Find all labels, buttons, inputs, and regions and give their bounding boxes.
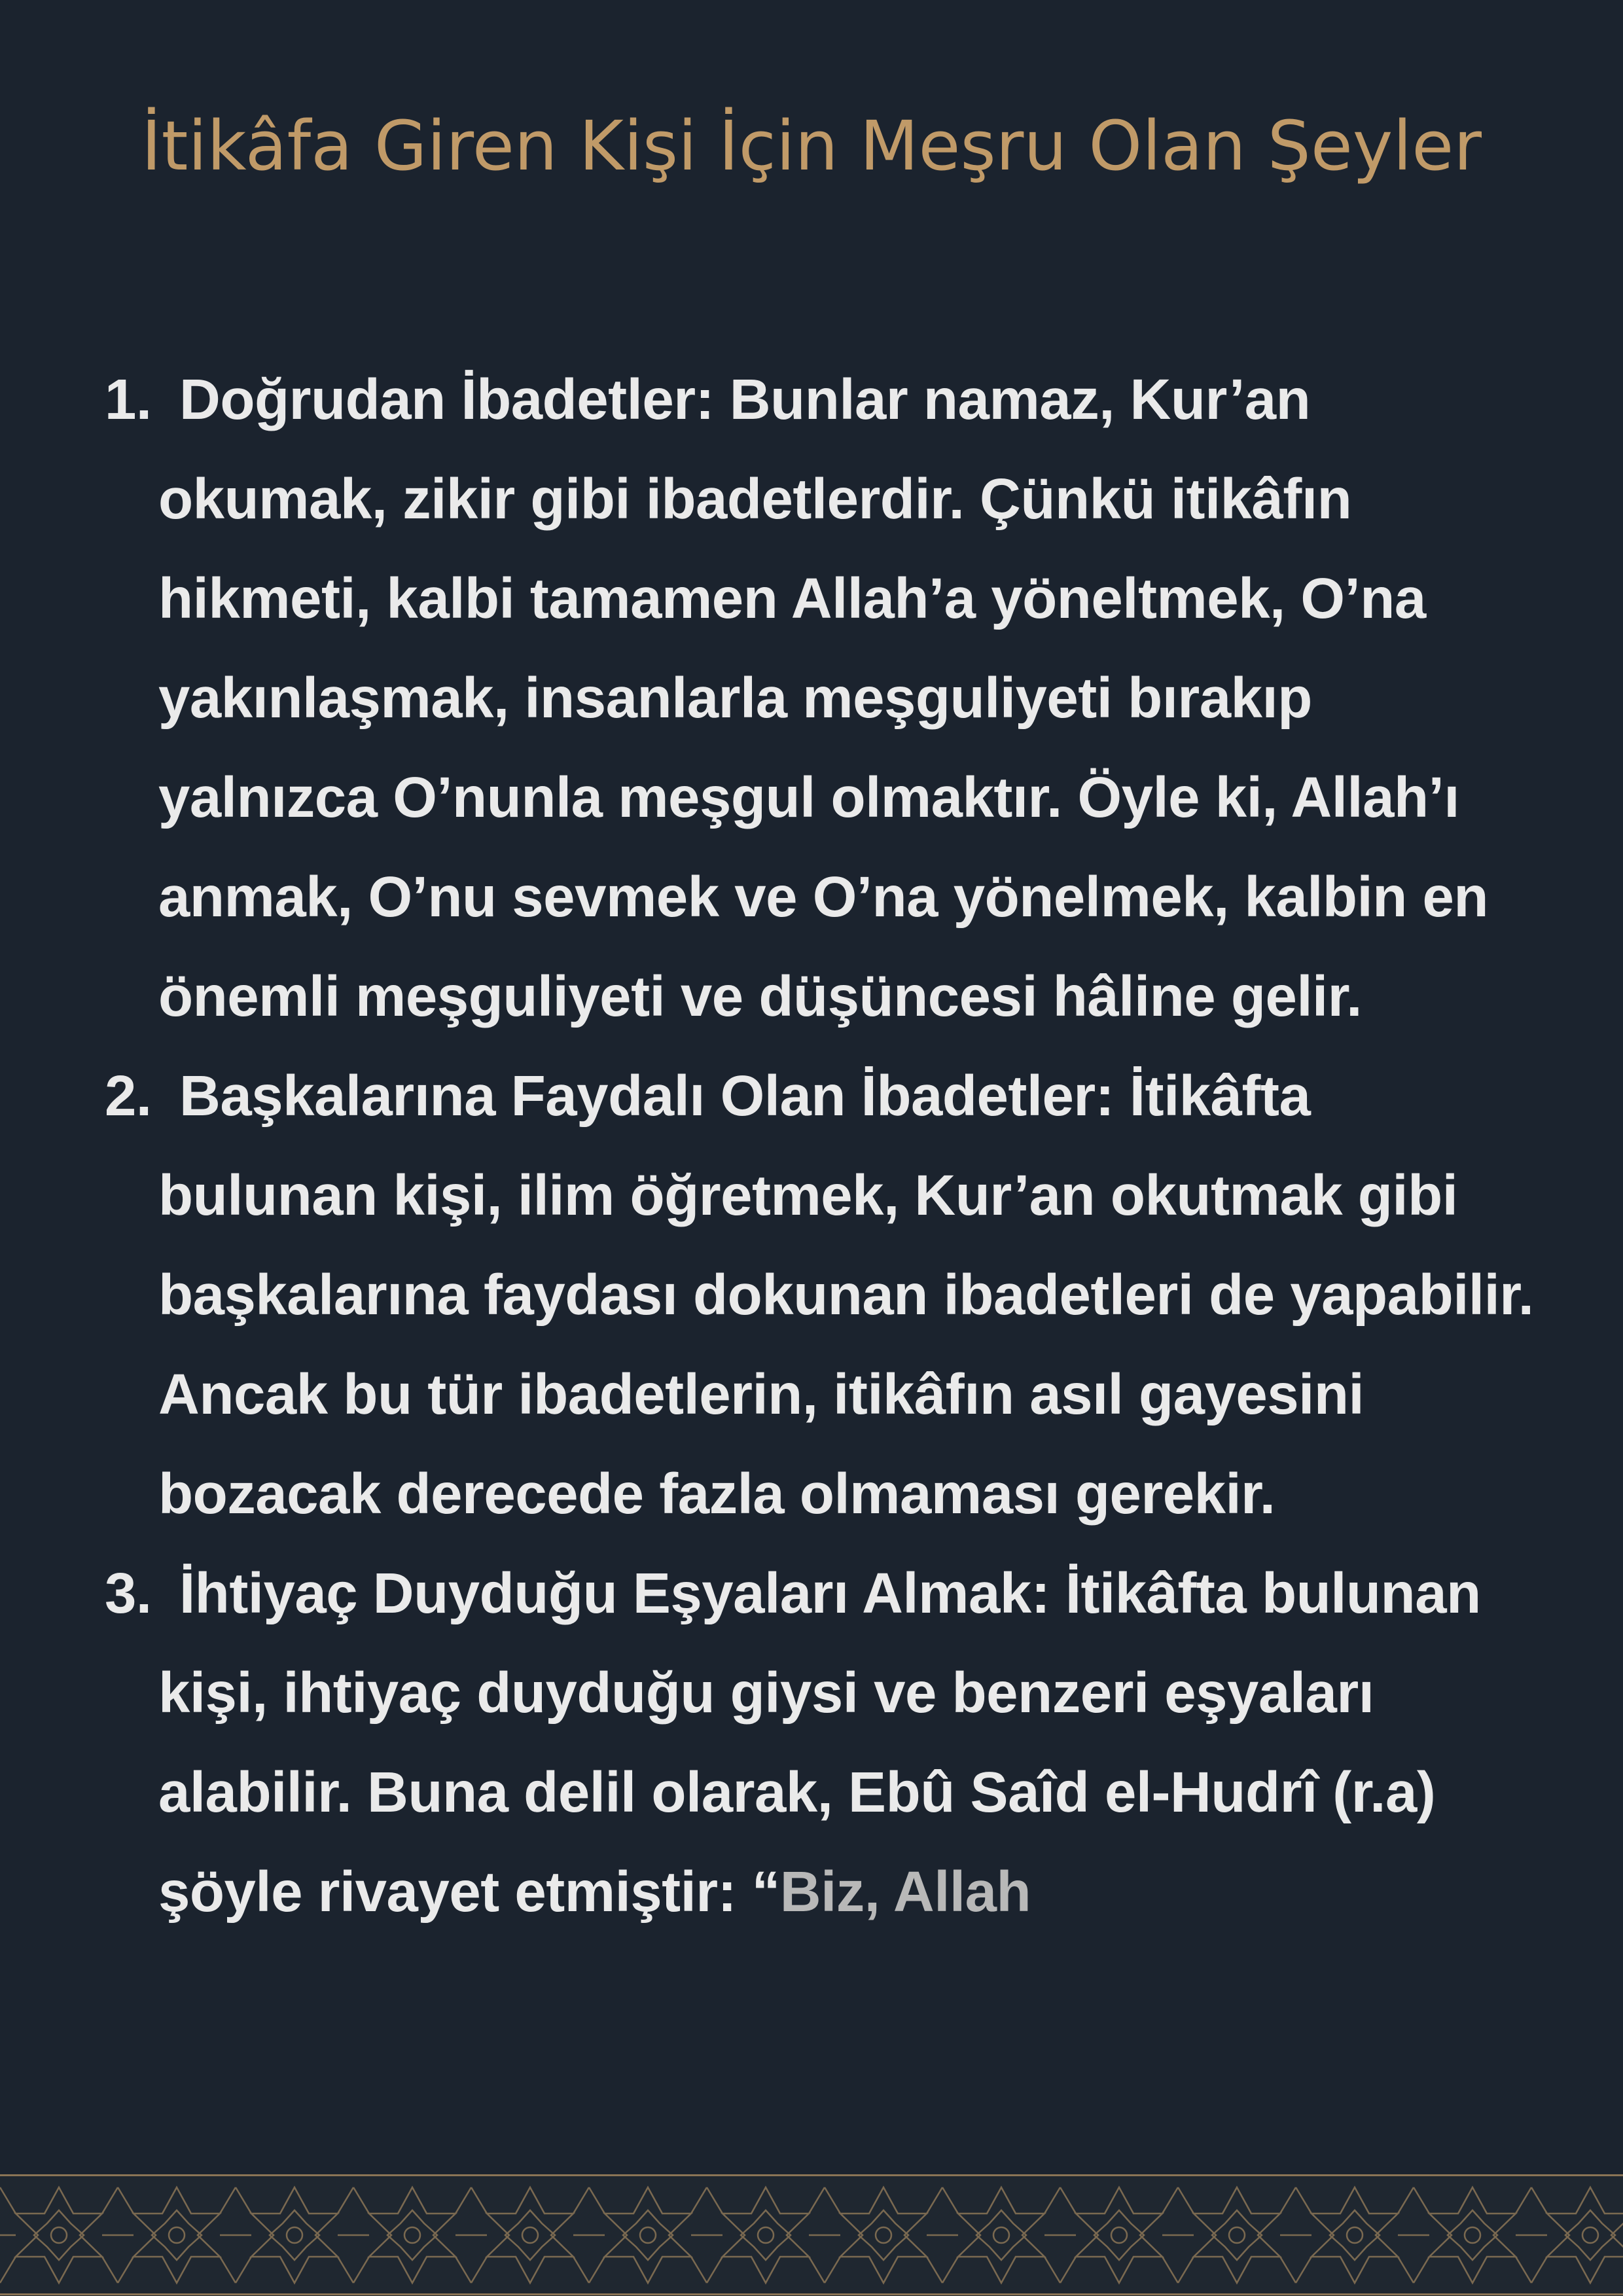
- footer-divider: [0, 2174, 1623, 2176]
- item-heading: Doğrudan İbadetler:: [179, 368, 715, 431]
- item-text: Bunlar namaz, Kur’an okumak, zikir gibi ibadetlerdir. Çünkü itikâfın hikmeti, kalbi tamamen Allah’a yöneltmek, O’na yakınlaşmak, insanlarla meşguliyeti bırakıp yalnızca O’nunla meşgul olmaktır. Öyle ki, Allah’ı anmak, O’nu sevmek ve O’na yönelmek, kalbin en önemli meşguliyeti ve düşüncesi hâline gelir.: [158, 368, 1489, 1028]
- item-text: İtikâfta bulunan kişi, ilim öğretmek, Kur’an okutmak gibi başkalarına faydası dokunan ibadetleri de yapabilir. Ancak bu tür ibadetlerin, itikâfın asıl gayesini bozacak derecede fazla olmaması gerekir.: [158, 1064, 1534, 1526]
- item-text-faded: Biz, Allah: [779, 1860, 1031, 1924]
- item-heading: Başkalarına Faydalı Olan İbadetler:: [179, 1064, 1115, 1128]
- list-item: [105, 1544, 1535, 1942]
- item-number: 1.: [105, 368, 152, 431]
- item-number: 3.: [105, 1562, 152, 1625]
- item-text: İtikâfta bulunan kişi, ihtiyaç duyduğu giysi ve benzeri eşyaları alabilir. Buna delil olarak, Ebû Saîd el-Hudrî (r.a) şöyle rivayet etmiştir: “: [158, 1562, 1481, 1924]
- list-item: [105, 350, 1535, 1047]
- list-item: [105, 1047, 1535, 1544]
- footer-divider-bottom: [0, 2293, 1623, 2295]
- geometric-ornament-border-icon: [0, 2174, 1623, 2296]
- page-title: İtikâfa Giren Kişi İçin Meşru Olan Şeyler: [141, 106, 1482, 186]
- content-list: [105, 350, 1535, 1942]
- footer-ornament: [0, 2174, 1623, 2296]
- item-heading: İhtiyaç Duyduğu Eşyaları Almak:: [179, 1562, 1050, 1625]
- item-number: 2.: [105, 1064, 152, 1128]
